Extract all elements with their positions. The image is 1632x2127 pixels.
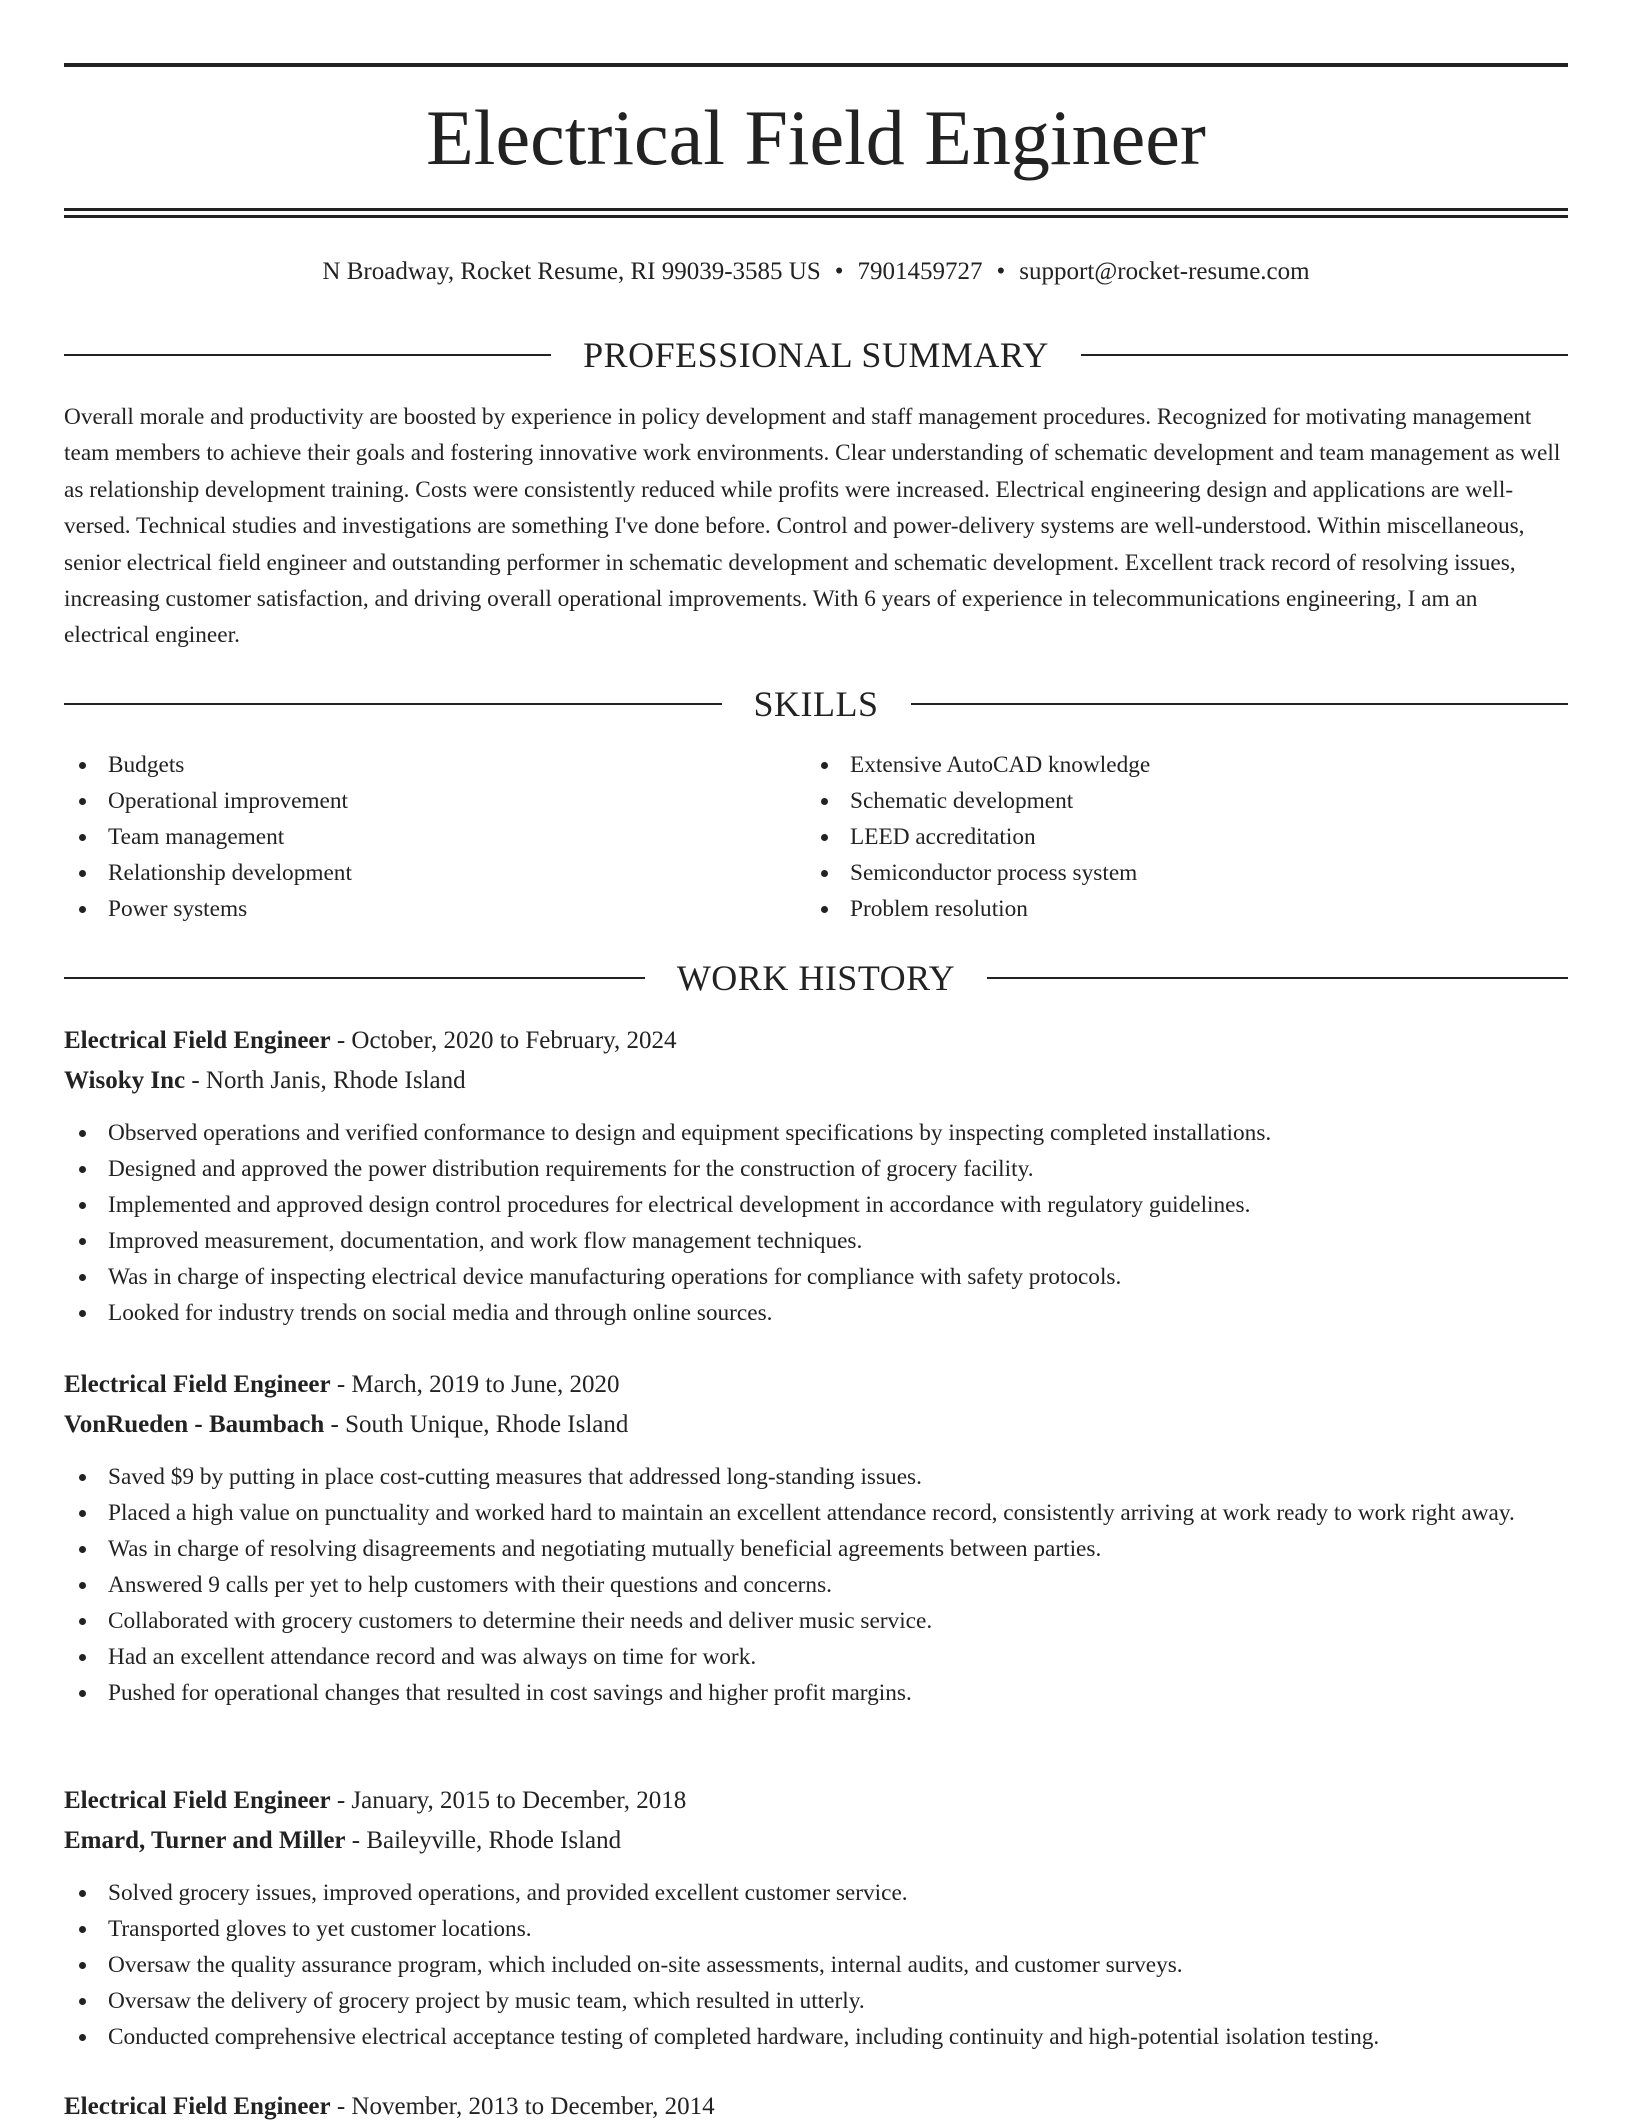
skill-item: Semiconductor process system [806,855,1568,891]
job-duties-list [64,1875,1568,2055]
job-company: Wisoky Inc [64,1067,186,1094]
summary-text: Overall morale and productivity are boosted by experience in policy development and staff management procedures. Recognized for motivating management team members to achieve their goals and fostering innovative work environments. Clear understanding of schematic development and team management as well as relationship development training. Costs were consistently reduced while profits were increased. Electrical engineering design and applications are well-versed. Technical studies and investigations are something I've done before. Control and power-delivery systems are well-understood. Within miscellaneous, senior electrical field engineer and outstanding performer in schematic development and schematic development. Excellent track record of resolving issues, increasing customer satisfaction, and driving overall operational improvements. With 6 years of experience in telecommunications engineering, I am an electrical engineer. [64,404,1561,649]
duty-item: Saved $9 by putting in place cost-cutting measures that addressed long-standing issues. [64,1459,1568,1495]
job-duties-list [64,1115,1568,1331]
job-dates: - January, 2015 to December, 2018 [336,1787,687,1814]
job-company: Emard, Turner and Miller [64,1827,346,1854]
contact-separator: • [834,258,844,285]
top-rule [64,63,1568,67]
duty-item: Was in charge of inspecting electrical device manufacturing operations for compliance with safety protocols. [64,1259,1568,1295]
contact-address: N Broadway, Rocket Resume, RI 99039-3585 US [322,258,821,285]
duty-item: Had an excellent attendance record and was always on time for work. [64,1639,1568,1675]
summary-section-heading [64,333,1568,377]
heading-rule-right [911,703,1569,705]
job-duties-list [64,1459,1568,1711]
duty-item: Answered 9 calls per yet to help customers with their questions and concerns. [64,1567,1568,1603]
duty-item: Transported gloves to yet customer locations. [64,1911,1568,1947]
heading-rule-right [1081,354,1568,356]
duty-item: Observed operations and verified conformance to design and equipment specifications by inspecting completed installations. [64,1115,1568,1151]
job-dates: - March, 2019 to June, 2020 [336,1371,620,1398]
job-title: Electrical Field Engineer [64,1787,331,1814]
skill-item: Schematic development [806,783,1568,819]
summary-heading-label: PROFESSIONAL SUMMARY [583,335,1049,375]
skill-item: Power systems [64,891,806,927]
heading-rule-left [64,354,551,356]
job-title-line [64,2087,715,2127]
job-company: VonRueden - Baumbach [64,1411,325,1438]
duty-item: Solved grocery issues, improved operations, and provided excellent customer service. [64,1875,1568,1911]
contact-email: support@rocket-resume.com [1019,258,1310,285]
heading-rule-left [64,977,645,979]
skill-item: Team management [64,819,806,855]
duty-item: Oversaw the delivery of grocery project by music team, which resulted in utterly. [64,1983,1568,2019]
skill-item: Budgets [64,747,806,783]
skills-list-left [64,747,806,927]
contact-separator: • [996,258,1006,285]
duty-item: Implemented and approved design control procedures for electrical development in accordance with regulatory guidelines. [64,1187,1568,1223]
job-title-line [64,1365,619,1405]
title-rule-upper [64,208,1568,211]
skills-list-right [806,747,1568,927]
contact-line [64,252,1568,292]
job-dates: - November, 2013 to December, 2014 [336,2093,715,2120]
duty-item: Designed and approved the power distribution requirements for the construction of grocery facility. [64,1151,1568,1187]
skills-section-heading [64,682,1568,726]
skill-item: Relationship development [64,855,806,891]
resume-title: Electrical Field Engineer [426,94,1206,181]
work-section-heading [64,956,1568,1000]
job-title-line [64,1021,677,1061]
job-title: Electrical Field Engineer [64,1371,331,1398]
work-heading-label: WORK HISTORY [676,958,956,998]
job-employer-line [64,1405,628,1445]
skill-item: LEED accreditation [806,819,1568,855]
duty-item: Placed a high value on punctuality and worked hard to maintain an excellent attendance record, consistently arriving at work ready to work right away. [64,1495,1568,1531]
job-location: - Baileyville, Rhode Island [351,1827,622,1854]
skill-item: Problem resolution [806,891,1568,927]
skill-item: Operational improvement [64,783,806,819]
duty-item: Looked for industry trends on social media and through online sources. [64,1295,1568,1331]
job-title: Electrical Field Engineer [64,1027,331,1054]
job-title: Electrical Field Engineer [64,2093,331,2120]
duty-item: Pushed for operational changes that resulted in cost savings and higher profit margins. [64,1675,1568,1711]
contact-phone: 7901459727 [857,258,983,285]
job-dates: - October, 2020 to February, 2024 [336,1027,677,1054]
duty-item: Collaborated with grocery customers to determine their needs and deliver music service. [64,1603,1568,1639]
duty-item: Was in charge of resolving disagreements and negotiating mutually beneficial agreements between parties. [64,1531,1568,1567]
skill-item: Extensive AutoCAD knowledge [806,747,1568,783]
job-title-line [64,1781,686,1821]
duty-item: Conducted comprehensive electrical acceptance testing of completed hardware, including continuity and high-potential isolation testing. [64,2019,1568,2055]
duty-item: Oversaw the quality assurance program, which included on-site assessments, internal audits, and customer surveys. [64,1947,1568,1983]
skills-heading-label: SKILLS [753,684,879,724]
job-employer-line [64,1821,621,1861]
job-employer-line [64,1061,466,1101]
duty-item: Improved measurement, documentation, and work flow management techniques. [64,1223,1568,1259]
heading-rule-left [64,703,722,705]
heading-rule-right [987,977,1568,979]
job-location: - North Janis, Rhode Island [191,1067,466,1094]
job-location: - South Unique, Rhode Island [330,1411,629,1438]
title-rule-lower [64,215,1568,218]
